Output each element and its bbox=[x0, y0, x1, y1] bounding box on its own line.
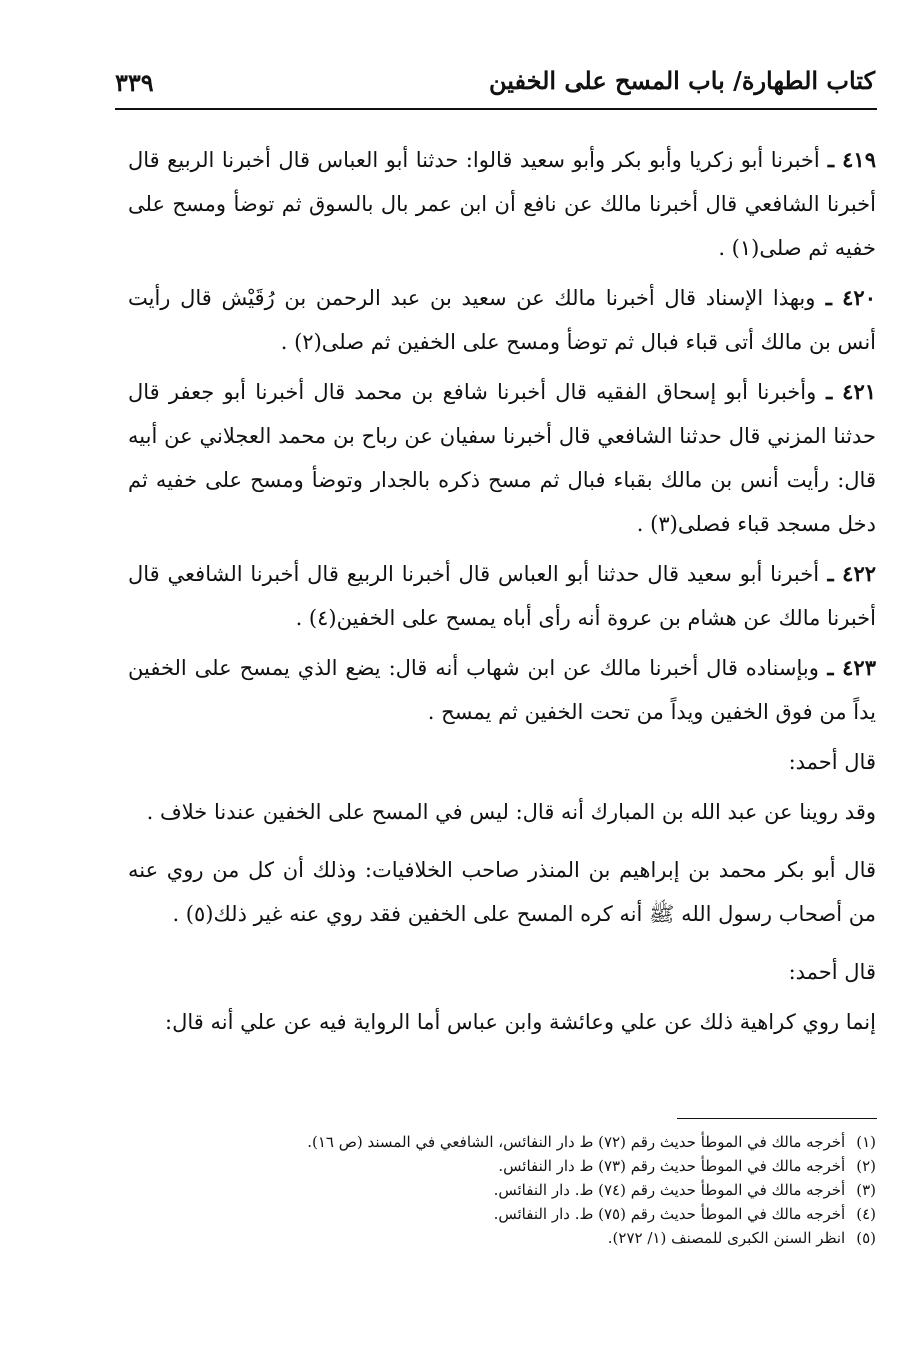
footnote-text: أخرجه مالك في الموطأ حديث رقم (٧٢) ط دار النفائس، الشافعي في المسند (ص ١٦). bbox=[307, 1133, 846, 1151]
footnote-text: أخرجه مالك في الموطأ حديث رقم (٧٥) ط. دار النفائس. bbox=[493, 1205, 846, 1223]
hadith-number: ٤٢٢ ـ bbox=[819, 561, 877, 586]
hadith-text: وبهذا الإسناد قال أخبرنا مالك عن سعيد بن عبد الرحمن بن رُقَيْش قال رأيت أنس بن مالك أتى قباء فبال ثم توضأ ومسح على الخفين ثم صلى(٢) . bbox=[128, 286, 876, 354]
footnote bbox=[128, 1130, 876, 1154]
hadith-text: أخبرنا أبو زكريا وأبو بكر وأبو سعيد قالوا: حدثنا أبو العباس قال أخبرنا الربيع قال أخبرنا الشافعي قال أخبرنا مالك عن نافع أن ابن عمر بال بالسوق ثم توضأ ومسح على خفيه ثم صلى(١) . bbox=[128, 148, 876, 260]
running-title: كتاب الطهارة/ باب المسح على الخفين bbox=[488, 66, 875, 95]
hadith-text: وبإسناده قال أخبرنا مالك عن ابن شهاب أنه قال: يضع الذي يمسح على الخفين يداً من فوق الخفين ويداً من تحت الخفين ثم يمسح . bbox=[128, 656, 876, 724]
author-comment-label bbox=[128, 740, 876, 784]
page-header bbox=[115, 62, 875, 106]
author-comment-label bbox=[128, 950, 876, 994]
footnote-number: (٣) bbox=[856, 1181, 876, 1199]
hadith-number: ٤٢٠ ـ bbox=[815, 285, 876, 310]
footnote bbox=[128, 1202, 876, 1226]
footnote-number: (٥) bbox=[856, 1229, 876, 1247]
commentary-paragraph bbox=[128, 790, 876, 834]
paragraph-text: قال أبو بكر محمد بن إبراهيم بن المنذر صاحب الخلافيات: وذلك أن كل من روي عنه من أصحاب رسول الله ﷺ أنه كره المسح على الخفين فقد روي عنه غير ذلك(٥) . bbox=[128, 858, 876, 926]
footnote-separator bbox=[677, 1118, 877, 1119]
paragraph-text: إنما روي كراهية ذلك عن علي وعائشة وابن عباس أما الرواية فيه عن علي أنه قال: bbox=[165, 1010, 876, 1034]
hadith-423 bbox=[128, 646, 876, 734]
hadith-text: أخبرنا أبو سعيد قال حدثنا أبو العباس قال أخبرنا الربيع قال أخبرنا الشافعي قال أخبرنا مالك عن هشام بن عروة أنه رأى أباه يمسح على الخفين(٤) . bbox=[128, 562, 876, 630]
hadith-421 bbox=[128, 370, 876, 546]
hadith-422 bbox=[128, 552, 876, 640]
commentary-paragraph bbox=[128, 1000, 876, 1044]
footnotes bbox=[128, 1130, 876, 1250]
hadith-number: ٤٢١ ـ bbox=[816, 379, 877, 404]
paragraph-text: قال أحمد: bbox=[788, 960, 876, 984]
footnote-text: انظر السنن الكبرى للمصنف (١/ ٢٧٢). bbox=[607, 1229, 846, 1247]
footnote bbox=[128, 1154, 876, 1178]
hadith-number: ٤١٩ ـ bbox=[819, 147, 876, 172]
hadith-420 bbox=[128, 276, 876, 364]
hadith-text: وأخبرنا أبو إسحاق الفقيه قال أخبرنا شافع بن محمد قال أخبرنا أبو جعفر قال حدثنا المزني قال حدثنا الشافعي قال أخبرنا سفيان عن رباح بن محمد العجلاني عن أبيه قال: رأيت أنس بن مالك بقباء فبال ثم مسح ذكره بالجدار وتوضأ ومسح على خفيه ثم دخل مسجد قباء فصلى(٣) . bbox=[128, 380, 876, 536]
header-rule bbox=[115, 108, 877, 110]
footnote-number: (٤) bbox=[856, 1205, 876, 1223]
paragraph-text: قال أحمد: bbox=[788, 750, 876, 774]
main-text bbox=[128, 138, 876, 1050]
footnote-text: أخرجه مالك في الموطأ حديث رقم (٧٣) ط دار النفائس. bbox=[498, 1157, 846, 1175]
footnote-number: (٢) bbox=[856, 1157, 876, 1175]
footnote bbox=[128, 1226, 876, 1250]
page-number: ٣٣٩ bbox=[115, 68, 154, 97]
footnote-number: (١) bbox=[856, 1133, 876, 1151]
paragraph-text: وقد روينا عن عبد الله بن المبارك أنه قال: ليس في المسح على الخفين عندنا خلاف . bbox=[146, 800, 876, 824]
footnote bbox=[128, 1178, 876, 1202]
commentary-paragraph bbox=[128, 848, 876, 936]
hadith-number: ٤٢٣ ـ bbox=[818, 655, 876, 680]
footnote-text: أخرجه مالك في الموطأ حديث رقم (٧٤) ط. دار النفائس. bbox=[493, 1181, 846, 1199]
hadith-419 bbox=[128, 138, 876, 270]
